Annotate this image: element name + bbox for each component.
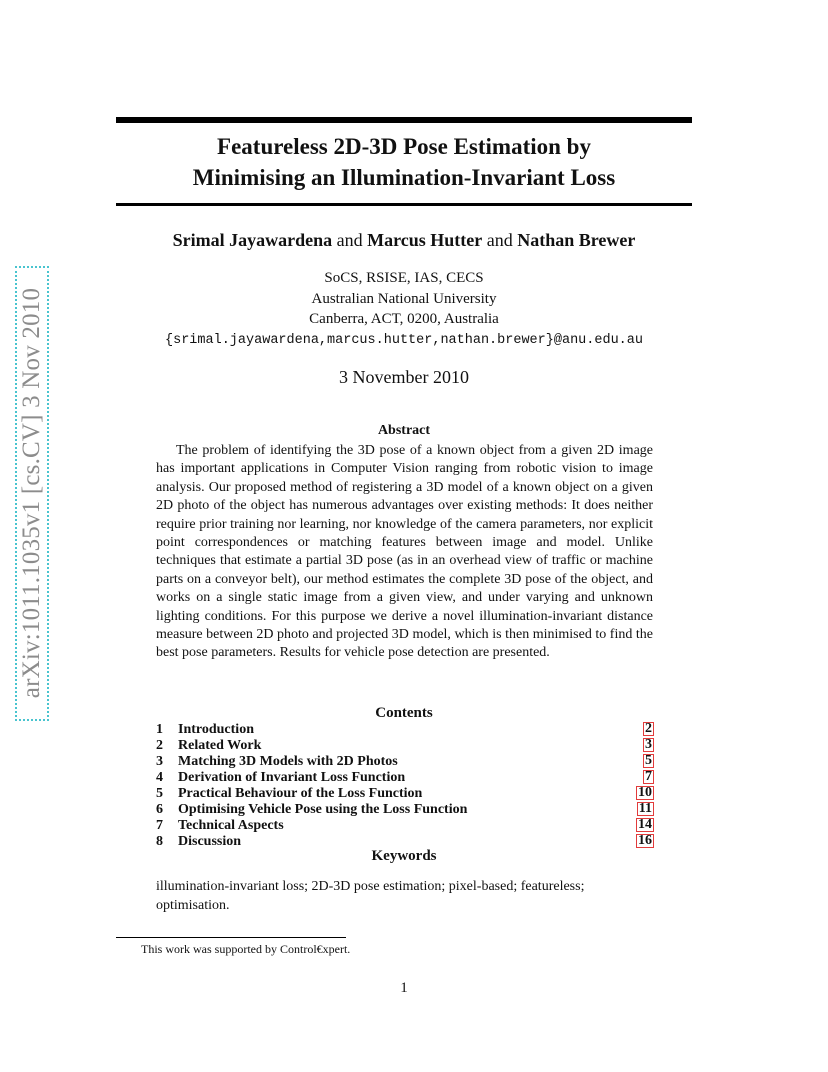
title-top-rule [116,117,692,123]
author-name: Nathan Brewer [517,230,636,250]
toc-page-link[interactable]: 5 [645,753,652,768]
toc-page-link[interactable]: 3 [645,737,652,752]
toc-entry[interactable] [156,754,653,770]
page-number: 1 [400,980,408,996]
keywords-heading: Keywords [371,848,437,864]
toc-section-number: 5 [156,786,163,801]
contents-heading: Contents [375,705,433,721]
toc-section-title[interactable]: Technical Aspects [178,818,284,833]
toc-page-link[interactable]: 7 [645,769,652,784]
arxiv-stamp-text: arXiv:1011.1035v1 [cs.CV] 3 Nov 2010 [18,287,45,699]
toc-entry[interactable] [156,722,653,738]
toc-section-title[interactable]: Optimising Vehicle Pose using the Loss Function [178,802,468,817]
author-name: Marcus Hutter [367,230,483,250]
toc-section-number: 4 [156,770,163,785]
toc-section-title[interactable]: Introduction [178,722,254,737]
toc-section-number: 8 [156,834,163,849]
paper-title [116,131,692,193]
title-bottom-rule [116,203,692,206]
toc-page-link[interactable]: 16 [638,833,652,848]
affiliation [116,268,692,330]
toc-section-number: 1 [156,722,163,737]
toc-entry[interactable] [156,818,653,834]
author-emails: {srimal.jayawardena,marcus.hutter,nathan.brewer}@anu.edu.au [165,333,643,348]
author-separator: and [486,230,513,250]
toc-page-link[interactable]: 10 [638,785,652,800]
toc-section-title[interactable]: Practical Behaviour of the Loss Function [178,786,423,801]
toc-section-title[interactable]: Derivation of Invariant Loss Function [178,770,406,785]
author-name: Srimal Jayawardena [172,230,333,250]
affiliation-line: SoCS, RSISE, IAS, CECS [324,270,484,286]
toc-section-number: 7 [156,818,163,833]
toc-entry[interactable] [156,738,653,754]
title-line-1: Featureless 2D-3D Pose Estimation by [217,134,591,159]
abstract-body: The problem of identifying the 3D pose of a known object from a given 2D image has important applications in Computer Vision ranging from robotic vision to image analysis. Our proposed method of registering a 3D model of a known object on a given 2D photo of the object has numerous advantages over existing methods: It does neither require prior training nor learning, nor knowledge of the camera parameters, nor explicit point correspondences or matching features between image and model. Unlike techniques that estimate a partial 3D pose (as in an overhead view of traffic or machine parts on a conveyor belt), our method estimates the complete 3D pose of the object, and works on a single static image from a given view, and under varying and unknown lighting conditions. For this purpose we derive a novel illumination-invariant distance measure between 2D photo and projected 3D model, which is then minimised to find the best pose parameters. Results for vehicle pose detection are presented. [156,443,653,661]
toc-section-number: 2 [156,738,163,753]
toc-section-title[interactable]: Related Work [178,738,262,753]
toc-page-link[interactable]: 14 [638,817,652,832]
toc-page-link[interactable]: 2 [645,721,652,736]
toc-section-title[interactable]: Discussion [178,834,242,849]
arxiv-stamp [13,266,51,721]
toc-section-title[interactable]: Matching 3D Models with 2D Photos [178,754,398,769]
affiliation-line: Australian National University [311,290,497,307]
footnote: This work was supported by Control€xpert. [141,942,351,956]
paper-date: 3 November 2010 [339,367,469,387]
toc-entry[interactable] [156,802,653,818]
toc-entry[interactable] [156,770,653,786]
toc-page-link[interactable]: 11 [638,801,652,816]
toc-section-number: 6 [156,802,163,817]
abstract-heading: Abstract [377,423,431,438]
author-list [116,230,692,251]
footnote-rule [116,937,346,938]
toc-entry[interactable] [156,786,653,802]
title-line-2: Minimising an Illumination-Invariant Loss [192,165,616,190]
affiliation-line: Canberra, ACT, 0200, Australia [309,311,499,327]
table-of-contents [156,722,653,850]
keywords-body: illumination-invariant loss; 2D-3D pose estimation; pixel-based; featureless; optimisation. [156,879,585,913]
toc-section-number: 3 [156,754,163,769]
author-separator: and [336,230,363,250]
